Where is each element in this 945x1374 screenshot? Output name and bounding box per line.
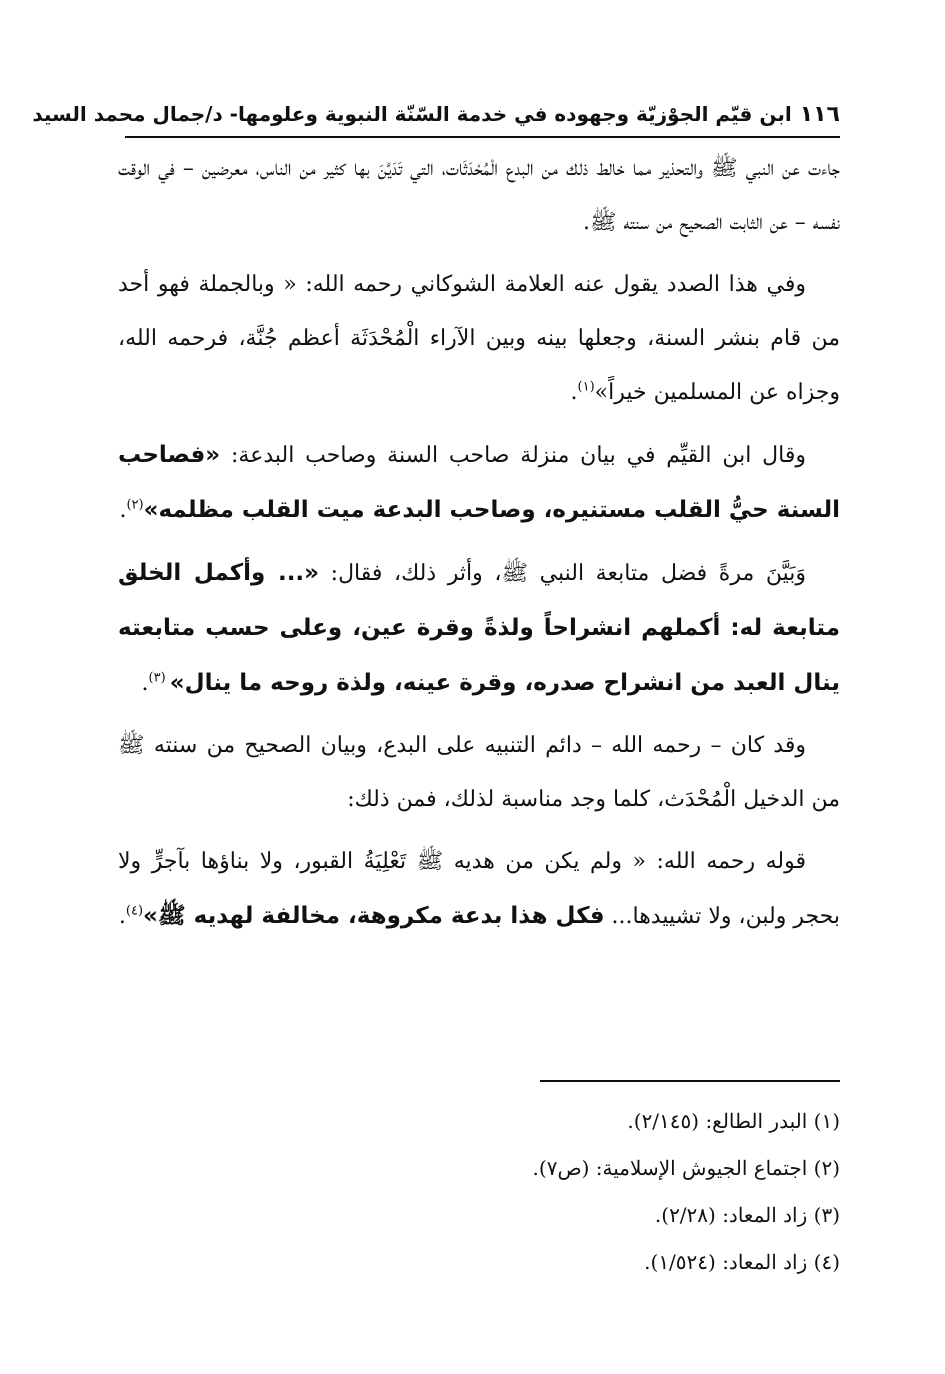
footnote: (١) البدر الطالع: (٢/١٤٥). bbox=[627, 1109, 840, 1133]
footnote-ref: (٤) bbox=[125, 903, 144, 919]
paragraph bbox=[118, 719, 840, 827]
paragraph bbox=[118, 428, 840, 538]
paragraph-text: قوله رحمه الله: « ولم يكن من هديه ﷺ تَعْلِيَةُ القبور، ولا بناؤها بآجرٍّ ولا بحجر ولبن، ولا تشييدها... bbox=[118, 849, 840, 929]
footnotes bbox=[118, 1098, 840, 1286]
footnote-separator bbox=[540, 1080, 840, 1082]
footnote: (٤) زاد المعاد: (١/٥٢٤). bbox=[644, 1250, 840, 1274]
footnote: (٢) اجتماع الجيوش الإسلامية: (ص٧). bbox=[532, 1156, 840, 1180]
main-text bbox=[118, 142, 840, 952]
paragraph-text: . bbox=[119, 498, 127, 523]
footnote-ref: (٢) bbox=[126, 497, 144, 513]
paragraph-text: وقد كان – رحمه الله – دائم التنبيه على البدع، وبيان الصحيح من سنته ﷺ من الدخيل الْمُحْدَث، كلما وجد مناسبة لذلك، فمن ذلك: bbox=[118, 733, 840, 812]
quoted-text: فكل هذا بدعة مكروهة، مخالفة لهديه ﷺ» bbox=[143, 903, 605, 929]
quoted-text: «... وأكمل الخلق متابعة له: أكملهم انشراحاً ولذةً وقرة عين، وعلى حسب متابعته ينال العبد من انشراح صدره، وقرة عينه، ولذة روحه ما ينال» bbox=[118, 560, 840, 696]
paragraph bbox=[118, 546, 840, 711]
paragraph-text: وَبَيَّنَ مرةً فضل متابعة النبي ﷺ، وأثر ذلك، فقال: bbox=[319, 561, 806, 586]
paragraph-text: وقال ابن القيِّم في بيان منزلة صاحب السنة وصاحب البدعة: bbox=[220, 443, 806, 468]
paragraph bbox=[118, 142, 840, 250]
page-header bbox=[32, 92, 840, 138]
paragraph-text: جاءت عن النبي ﷺ والتحذير مما خالط ذلك من البدع الْمُحْدَثَات، التي تَدَيَّنَ بها كثير من الناس، معرضين – في الوقت نفسه – عن الثابت الصحيح من سنته ﷺ. bbox=[118, 156, 840, 235]
paragraph-text: . bbox=[570, 380, 578, 405]
quoted-text: «فصاحب السنة حيُّ القلب مستنيره، وصاحب البدعة ميت القلب مظلمه» bbox=[118, 442, 840, 523]
page-number: ١١٦ bbox=[799, 101, 840, 127]
footnote-ref: (٣) bbox=[148, 670, 170, 686]
paragraph-text: وفي هذا الصدد يقول عنه العلامة الشوكاني رحمه الله: « وبالجملة فهو أحد من قام بنشر السنة، وجعلها بينه وبين الآراء الْمُحْدَثَة أعظم جُنَّة، فرحمه الله، وجزاه عن المسلمين خيراً» bbox=[118, 272, 840, 405]
paragraph bbox=[118, 835, 840, 944]
paragraph-text: . bbox=[118, 904, 126, 929]
footnote-ref: (١) bbox=[577, 379, 595, 395]
paragraph-text: . bbox=[141, 671, 149, 696]
running-title: ابن قيّم الجوْزيّة وجهوده في خدمة السّنّة النبوية وعلومها- د/جمال محمد السيد bbox=[32, 102, 792, 126]
paragraph bbox=[118, 258, 840, 420]
footnote: (٣) زاد المعاد: (٢/٢٨). bbox=[654, 1203, 840, 1227]
